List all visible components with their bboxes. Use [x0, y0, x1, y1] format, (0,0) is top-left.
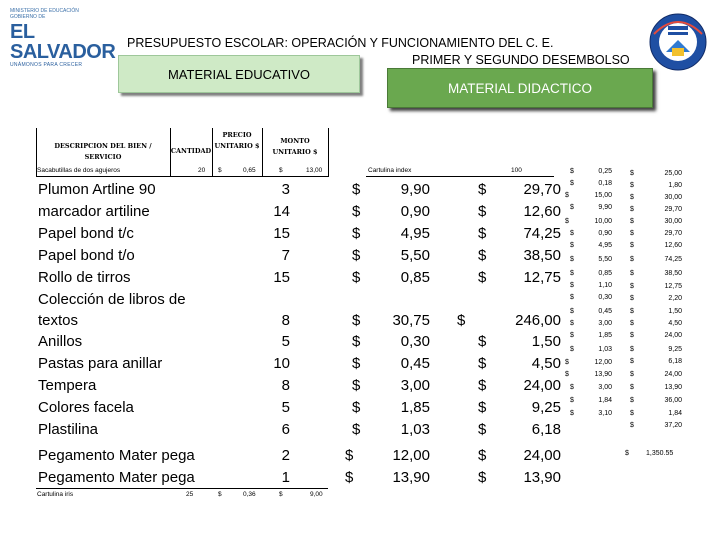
side-total-dollar: $ — [630, 283, 634, 290]
side-total-value: 25,00 — [664, 170, 682, 177]
side-price-dollar: $ — [570, 332, 574, 339]
side-price-dollar: $ — [570, 384, 574, 391]
item-total-dollar: $ — [478, 225, 487, 242]
item-total-dollar: $ — [478, 333, 487, 350]
el-salvador-logo — [10, 8, 130, 68]
item-total: 1,50 — [531, 333, 561, 350]
bottom-row-dollar: $ — [218, 491, 222, 498]
top-row-price: 0,65 — [243, 167, 256, 174]
item-price-dollar: $ — [352, 333, 361, 350]
cartulina-index-label: Cartulina index — [368, 167, 412, 174]
side-price-dollar: $ — [570, 346, 574, 353]
bottom-row-qty: 25 — [186, 491, 194, 498]
side-price-value: 5,50 — [598, 256, 612, 263]
table-row — [0, 245, 720, 267]
side-total-dollar: $ — [630, 270, 634, 277]
item-quantity: 15 — [273, 269, 290, 286]
side-price-value: 0,18 — [598, 180, 612, 187]
item-description: Plumon Artline 90 — [38, 181, 156, 198]
item-total: 29,70 — [523, 181, 561, 198]
item-description: Plastilina — [38, 421, 99, 438]
side-total-value: 6,18 — [668, 358, 682, 365]
table-row — [0, 310, 720, 332]
side-price-value: 13,90 — [594, 371, 612, 378]
side-total-value: 29,70 — [664, 206, 682, 213]
side-total-dollar: $ — [630, 230, 634, 237]
side-price-value: 10,00 — [594, 218, 612, 225]
item-total: 246,00 — [515, 312, 561, 329]
item-total: 6,18 — [531, 421, 561, 438]
item-quantity: 10 — [273, 355, 290, 372]
item-quantity: 5 — [281, 333, 290, 350]
side-price-dollar: $ — [570, 282, 574, 289]
item-description: Anillos — [38, 333, 83, 350]
top-row-dollar2: $ — [279, 167, 283, 174]
item-description: marcador artiline — [38, 203, 150, 220]
item-quantity: 6 — [281, 421, 290, 438]
side-total-value: 1,50 — [668, 308, 682, 315]
item-total: 24,00 — [523, 377, 561, 394]
item-unit-price: 0,90 — [400, 203, 430, 220]
top-row-total: 13,00 — [306, 167, 323, 174]
side-total-value: 13,90 — [664, 384, 682, 391]
side-price-dollar: $ — [570, 230, 574, 237]
side-total-dollar: $ — [630, 218, 634, 225]
table-row — [0, 223, 720, 245]
side-price-value: 0,25 — [598, 168, 612, 175]
side-price-dollar: $ — [565, 359, 569, 366]
item-total-dollar: $ — [478, 247, 487, 264]
item-price-dollar: $ — [352, 312, 361, 329]
side-price-dollar: $ — [570, 180, 574, 187]
item-total: 74,25 — [523, 225, 561, 242]
side-total-dollar: $ — [630, 242, 634, 249]
item-description: Pegamento Mater pega — [38, 447, 195, 464]
item-price-dollar: $ — [352, 225, 361, 242]
item-description: Colores facela — [38, 399, 134, 416]
side-price-dollar: $ — [570, 204, 574, 211]
item-quantity: 5 — [281, 399, 290, 416]
side-price-dollar: $ — [570, 320, 574, 327]
item-unit-price: 13,90 — [392, 469, 430, 486]
logo-ministry-text: MINISTERIO DE EDUCACIÓN — [10, 8, 79, 14]
bottom-row-total: 9,00 — [310, 491, 323, 498]
item-total-dollar: $ — [478, 181, 487, 198]
side-price-value: 3,00 — [598, 384, 612, 391]
item-unit-price: 12,00 — [392, 447, 430, 464]
item-quantity: 1 — [281, 469, 290, 486]
side-total-value: 30,00 — [664, 218, 682, 225]
side-total-dollar: $ — [630, 320, 634, 327]
side-total-value: 9,25 — [668, 346, 682, 353]
side-total-value: 12,60 — [664, 242, 682, 249]
side-total-value: 74,25 — [664, 256, 682, 263]
material-educativo-box: MATERIAL EDUCATIVO — [118, 55, 360, 93]
side-total-dollar: $ — [630, 182, 634, 189]
item-quantity: 3 — [281, 181, 290, 198]
item-total: 24,00 — [523, 447, 561, 464]
item-quantity: 8 — [281, 377, 290, 394]
top-row-dollar: $ — [218, 167, 222, 174]
item-total-dollar: $ — [478, 377, 487, 394]
logo-gov-text: GOBIERNO DE — [10, 14, 46, 20]
side-price-value: 4,95 — [598, 242, 612, 249]
item-quantity: 15 — [273, 225, 290, 242]
item-total-dollar: $ — [478, 269, 487, 286]
item-quantity: 8 — [281, 312, 290, 329]
item-price-dollar: $ — [352, 377, 361, 394]
side-price-dollar: $ — [570, 308, 574, 315]
item-unit-price: 30,75 — [392, 312, 430, 329]
side-price-value: 1,84 — [598, 397, 612, 404]
side-price-value: 1,85 — [598, 332, 612, 339]
side-total-dollar: $ — [630, 358, 634, 365]
side-total-value: 24,00 — [664, 332, 682, 339]
header-amount: MONTO UNITARIO $ — [272, 137, 318, 156]
top-row-desc: Sacabutillas de dos agujeros — [37, 167, 121, 174]
item-description: Rollo de tirros — [38, 269, 131, 286]
side-total-value: 4,50 — [668, 320, 682, 327]
table-row — [0, 419, 720, 441]
side-total-dollar: $ — [630, 384, 634, 391]
item-quantity: 2 — [281, 447, 290, 464]
page-subtitle: PRIMER Y SEGUNDO DESEMBOLSO — [412, 53, 630, 67]
side-price-dollar: $ — [570, 294, 574, 301]
item-total-dollar: $ — [478, 399, 487, 416]
side-price-dollar: $ — [565, 192, 569, 199]
side-price-value: 0,90 — [598, 230, 612, 237]
table-row — [0, 201, 720, 223]
side-total-dollar: $ — [630, 295, 634, 302]
item-unit-price: 0,30 — [400, 333, 430, 350]
side-total-value: 1,80 — [668, 182, 682, 189]
side-total-dollar: $ — [630, 332, 634, 339]
item-unit-price: 1,03 — [400, 421, 430, 438]
item-total-dollar: $ — [478, 355, 487, 372]
item-quantity: 14 — [273, 203, 290, 220]
item-price-dollar: $ — [352, 269, 361, 286]
item-unit-price: 5,50 — [400, 247, 430, 264]
item-price-dollar: $ — [352, 355, 361, 372]
side-price-value: 9,90 — [598, 204, 612, 211]
side-total-dollar: $ — [630, 194, 634, 201]
side-total-dollar: $ — [630, 371, 634, 378]
header-quantity: CANTIDAD — [170, 147, 212, 155]
item-total: 38,50 — [523, 247, 561, 264]
side-price-dollar: $ — [570, 397, 574, 404]
side-total-dollar: $ — [630, 422, 634, 429]
item-total: 12,75 — [523, 269, 561, 286]
side-price-value: 3,00 — [598, 320, 612, 327]
item-description: textos — [38, 312, 79, 329]
item-price-dollar: $ — [352, 421, 361, 438]
item-total: 4,50 — [531, 355, 561, 372]
side-price-value: 12,00 — [594, 359, 612, 366]
side-total-value: 29,70 — [664, 230, 682, 237]
side-total-value: 30,00 — [664, 194, 682, 201]
material-didactico-box: MATERIAL DIDACTICO — [387, 68, 653, 108]
side-price-dollar: $ — [570, 270, 574, 277]
side-total-dollar: $ — [630, 308, 634, 315]
table-row — [0, 331, 720, 353]
item-unit-price: 0,45 — [400, 355, 430, 372]
item-price-dollar: $ — [345, 469, 354, 486]
side-total-value: 24,00 — [664, 371, 682, 378]
side-price-dollar: $ — [570, 256, 574, 263]
side-price-value: 15,00 — [594, 192, 612, 199]
item-price-dollar: $ — [345, 447, 354, 464]
side-price-dollar: $ — [570, 242, 574, 249]
side-price-value: 1,03 — [598, 346, 612, 353]
item-price-dollar: $ — [352, 203, 361, 220]
table-row — [0, 375, 720, 397]
item-description: Pastas para anillar — [38, 355, 163, 372]
table-row — [0, 179, 720, 201]
item-unit-price: 9,90 — [400, 181, 430, 198]
side-total-value: 1,84 — [668, 410, 682, 417]
header-unit-price: PRECIO UNITARIO $ — [214, 131, 260, 150]
side-price-dollar: $ — [570, 410, 574, 417]
item-description: Colección de libros de — [38, 291, 186, 308]
item-price-dollar: $ — [352, 399, 361, 416]
school-seal-icon — [648, 12, 708, 72]
item-price-dollar: $ — [352, 181, 361, 198]
cartulina-index-qty: 100 — [511, 167, 522, 174]
table-row — [0, 445, 720, 467]
table-row — [0, 397, 720, 419]
item-total: 9,25 — [531, 399, 561, 416]
table-row — [0, 289, 720, 311]
bottom-row-price: 0,36 — [243, 491, 256, 498]
table-row — [0, 353, 720, 375]
side-price-dollar: $ — [570, 168, 574, 175]
logo-name: EL SALVADOR — [10, 21, 116, 63]
item-description: Papel bond t/c — [38, 225, 134, 242]
side-total-value: 37,20 — [664, 422, 682, 429]
side-total-dollar: $ — [630, 256, 634, 263]
item-unit-price: 3,00 — [400, 377, 430, 394]
top-row-qty: 20 — [198, 167, 206, 174]
item-description: Tempera — [38, 377, 97, 394]
logo-tagline: UNÁMONOS PARA CRECER — [10, 62, 83, 68]
side-price-value: 0,85 — [598, 270, 612, 277]
header-description: DESCRIPCION DEL BIEN / SERVICIO — [54, 142, 152, 161]
item-total: 13,90 — [523, 469, 561, 486]
item-total-dollar: $ — [478, 203, 487, 220]
side-price-dollar: $ — [565, 218, 569, 225]
item-quantity: 7 — [281, 247, 290, 264]
item-unit-price: 0,85 — [400, 269, 430, 286]
side-total-dollar: $ — [630, 170, 634, 177]
item-price-dollar: $ — [352, 247, 361, 264]
side-total-dollar: $ — [630, 410, 634, 417]
item-total-dollar: $ — [478, 421, 487, 438]
side-total-dollar: $ — [630, 346, 634, 353]
side-total-dollar: $ — [630, 206, 634, 213]
item-total-dollar: $ — [457, 312, 466, 329]
table-row — [0, 267, 720, 289]
grand-total-dollar: $ — [625, 450, 629, 457]
item-total-dollar: $ — [478, 469, 487, 486]
side-total-value: 12,75 — [664, 283, 682, 290]
table-row — [0, 467, 720, 489]
side-total-dollar: $ — [630, 397, 634, 404]
side-total-value: 38,50 — [664, 270, 682, 277]
table-row-bottom — [0, 489, 720, 501]
item-total-dollar: $ — [478, 447, 487, 464]
side-total-value: 36,00 — [664, 397, 682, 404]
bottom-row-dollar2: $ — [279, 491, 283, 498]
side-price-value: 1,10 — [598, 282, 612, 289]
side-price-value: 3,10 — [598, 410, 612, 417]
item-unit-price: 4,95 — [400, 225, 430, 242]
page-title: PRESUPUESTO ESCOLAR: OPERACIÓN Y FUNCIONAMIENTO DEL C. E. — [127, 36, 554, 50]
bottom-row-desc: Cartulina iris — [37, 491, 74, 498]
item-unit-price: 1,85 — [400, 399, 430, 416]
side-total-value: 2,20 — [668, 295, 682, 302]
item-description: Papel bond t/o — [38, 247, 135, 264]
grand-total-value: 1,350.55 — [646, 450, 674, 457]
item-description: Pegamento Mater pega — [38, 469, 195, 486]
item-total: 12,60 — [523, 203, 561, 220]
side-price-dollar: $ — [565, 371, 569, 378]
side-price-value: 0,45 — [598, 308, 612, 315]
side-price-value: 0,30 — [598, 294, 612, 301]
